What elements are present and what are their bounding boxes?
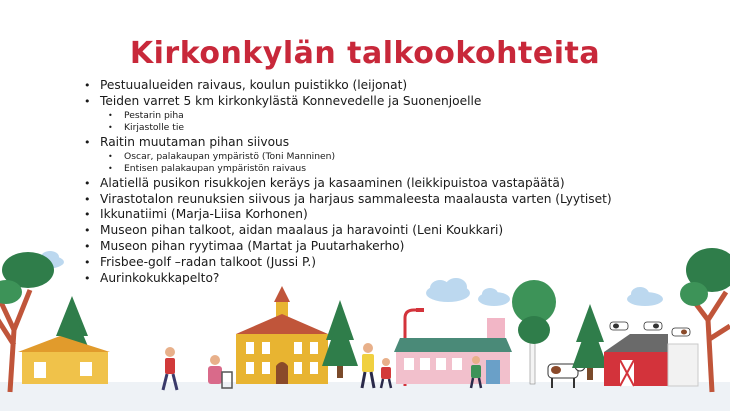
slide-title: Kirkonkylän talkookohteita [129, 36, 601, 71]
list-item-text: Museon pihan talkoot, aidan maalaus ja haravointi (Leni Koukkari) [100, 223, 504, 238]
church-icon [236, 286, 328, 384]
list-item-text: Museon pihan ryytimaa (Martat ja Puutarhakerho) [100, 238, 405, 253]
sub-list-item-text: Entisen palakaupan ympäristön raivaus [124, 163, 306, 175]
list-item [82, 135, 702, 151]
person-icon [362, 343, 374, 388]
village-illustration [0, 230, 730, 411]
sub-list-item-text: Oscar, palakaupan ympäristö (Toni Manninen) [124, 150, 336, 162]
sub-list-item-text: Kirjastolle tie [124, 122, 185, 134]
list-item [82, 192, 702, 208]
cloud-icon [426, 278, 470, 302]
list-item [82, 78, 702, 94]
list-item [82, 176, 702, 192]
list-item-text: Alatiellä pusikon risukkojen keräys ja kasaaminen (leikkipuistoa vastapäätä) [100, 175, 565, 190]
sub-list-item [82, 110, 702, 123]
house-icon [18, 336, 110, 384]
cow-icon [610, 322, 628, 330]
house-icon [394, 338, 512, 384]
list-item-text: Raitin muutaman pihan siivous [100, 134, 290, 149]
list-item-text: Pestuualueiden raivaus, koulun puistikko (leijonat) [100, 78, 408, 92]
cow-icon [672, 328, 690, 336]
list-item [82, 94, 702, 110]
list-item-text: Frisbee-golf –radan talkoot (Jussi P.) [100, 254, 317, 269]
list-item-text: Virastotalon reunuksien siivous ja harjaus sammaleesta maalausta varten (Lyytiset) [100, 191, 612, 206]
sub-list-item [82, 163, 702, 176]
barn-icon [604, 334, 698, 386]
list-item-text: Aurinkokukkapelto? [100, 270, 220, 285]
chimney-icon [487, 318, 505, 340]
sub-list-item [82, 151, 702, 164]
list-item [82, 207, 702, 223]
cloud-icon [478, 288, 510, 306]
sub-list-item [82, 122, 702, 135]
list-item-text: Ikkunatiimi (Marja-Liisa Korhonen) [100, 207, 308, 222]
list-item-text: Teiden varret 5 km kirkonkylästä Konnevedelle ja Suonenjoelle [100, 93, 482, 108]
sub-list-item-text: Pestarin piha [124, 109, 184, 121]
cloud-icon [627, 287, 663, 306]
ground [0, 382, 730, 411]
cow-icon [644, 322, 662, 330]
